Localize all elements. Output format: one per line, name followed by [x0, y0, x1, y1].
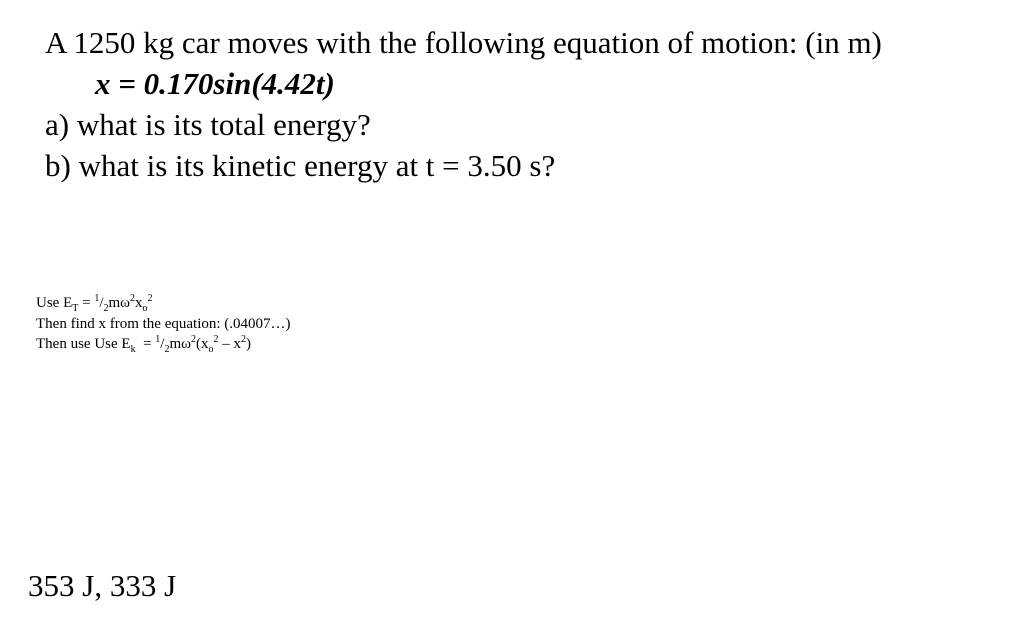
- hint3-minus-x: – x: [218, 336, 241, 352]
- hints-block: [36, 293, 291, 355]
- equation-of-motion: x = 0.170sin(4.42t): [95, 66, 335, 101]
- hint1-frac-slash: /: [99, 295, 104, 311]
- answer-text: 353 J, 333 J: [28, 568, 177, 603]
- hint3-sub-o: o: [208, 344, 214, 355]
- hint-kinetic-energy: [36, 334, 291, 355]
- hint1-equals: =: [78, 295, 95, 311]
- hint1-prefix: Use E: [36, 295, 73, 311]
- hint-find-x: Then find x from the equation: (.04007…): [36, 315, 291, 332]
- hint3-open-paren: (x: [196, 336, 209, 352]
- hint3-omega-squared: 2: [191, 334, 196, 345]
- hint3-m-omega: mω: [169, 336, 191, 352]
- hint3-frac-slash: /: [160, 336, 165, 352]
- hint1-sub-o: o: [142, 303, 148, 314]
- hint3-xo-squared: 2: [213, 334, 219, 345]
- hint1-x: x: [135, 295, 143, 311]
- problem-statement: [45, 22, 945, 186]
- hint3-equals: =: [135, 336, 156, 352]
- hint3-sub-k: k: [130, 344, 136, 355]
- hint1-m-omega: mω: [108, 295, 131, 311]
- problem-intro: A 1250 kg car moves with the following equation of motion: (in m): [45, 25, 882, 60]
- hint3-prefix: Then use Use E: [36, 336, 131, 352]
- question-part-a: a) what is its total energy?: [45, 107, 371, 142]
- hint1-omega-squared: 2: [130, 293, 136, 304]
- hint3-frac-den: 2: [164, 344, 170, 355]
- hint-total-energy: [36, 293, 291, 314]
- hint1-x-squared: 2: [147, 293, 153, 304]
- hint1-frac-den: 2: [103, 303, 109, 314]
- hint3-x-squared: 2: [241, 334, 246, 345]
- hint1-sub-t: T: [72, 303, 79, 314]
- hint3-frac-num: 1: [155, 334, 161, 345]
- question-part-b: b) what is its kinetic energy at t = 3.50 s?: [45, 148, 556, 183]
- hint3-close-paren: ): [246, 336, 251, 352]
- hint1-frac-num: 1: [94, 293, 100, 304]
